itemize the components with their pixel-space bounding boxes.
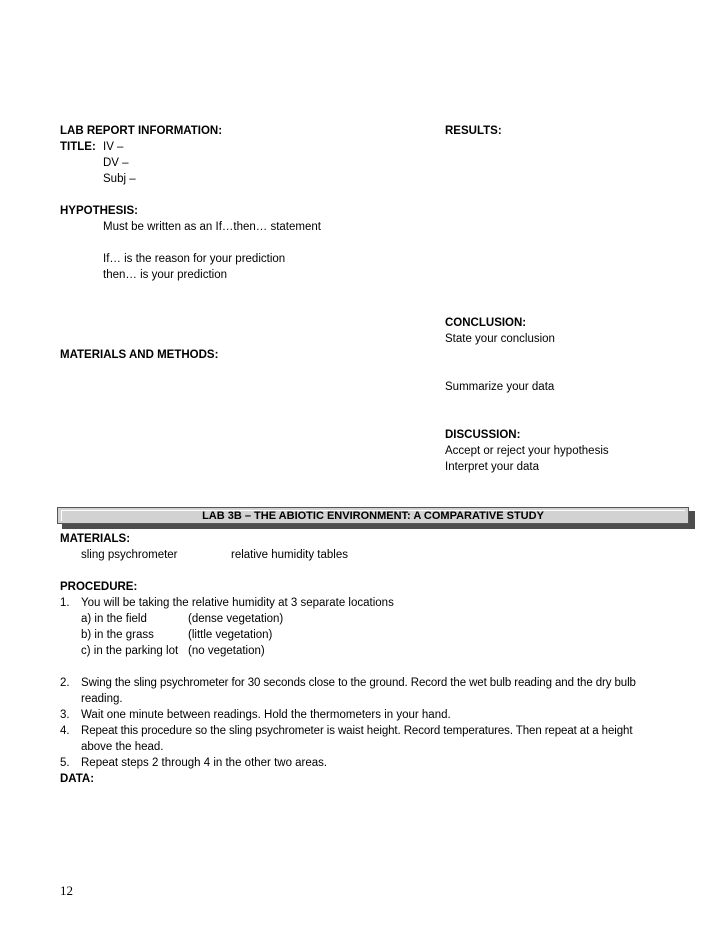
procedure-step: Wait one minute between readings. Hold the thermometers in your hand. (81, 709, 451, 721)
procedure-step: Repeat this procedure so the sling psychrometer is waist height. Record temperatures. Then repeat at a height (81, 725, 633, 737)
lab-banner (57, 507, 689, 524)
location-note: (dense vegetation) (188, 613, 284, 625)
location-note: (no vegetation) (188, 645, 265, 657)
title-label: TITLE: (60, 141, 96, 153)
title-subj: Subj – (103, 173, 136, 185)
materials-methods-label: MATERIALS AND METHODS: (60, 349, 219, 361)
procedure-step: You will be taking the relative humidity at 3 separate locations (81, 597, 394, 609)
material-item: relative humidity tables (231, 549, 348, 561)
hypothesis-line: Must be written as an If…then… statement (103, 221, 321, 233)
procedure-step-continued: reading. (81, 693, 123, 705)
procedure-step-continued: above the head. (81, 741, 164, 753)
location-place: c) in the parking lot (81, 645, 179, 657)
results-label: RESULTS: (445, 125, 502, 137)
data-label: DATA: (60, 773, 95, 785)
page-number: 12 (60, 883, 73, 898)
step-number: 3. (60, 709, 70, 721)
conclusion-line: Summarize your data (445, 381, 555, 393)
lab-report-heading: LAB REPORT INFORMATION: (60, 125, 223, 137)
conclusion-line: State your conclusion (445, 333, 555, 345)
step-number: 5. (60, 757, 70, 769)
material-item: sling psychrometer (81, 549, 178, 561)
discussion-line: Interpret your data (445, 461, 539, 473)
location-place: a) in the field (81, 613, 147, 625)
conclusion-label: CONCLUSION: (445, 317, 527, 329)
step-number: 1. (60, 597, 70, 609)
location-note: (little vegetation) (188, 629, 273, 641)
hypothesis-label: HYPOTHESIS: (60, 205, 138, 217)
procedure-step: Repeat steps 2 through 4 in the other two areas. (81, 757, 328, 769)
title-iv: IV – (103, 141, 124, 153)
location-place: b) in the grass (81, 629, 154, 641)
discussion-label: DISCUSSION: (445, 429, 521, 441)
title-dv: DV – (103, 157, 129, 169)
procedure-label: PROCEDURE: (60, 581, 138, 593)
hypothesis-line: then… is your prediction (103, 269, 228, 281)
hypothesis-line: If… is the reason for your prediction (103, 253, 286, 265)
lab-banner-title: LAB 3B – THE ABIOTIC ENVIRONMENT: A COMPARATIVE STUDY (202, 510, 544, 522)
step-number: 4. (60, 725, 70, 737)
discussion-line: Accept or reject your hypothesis (445, 445, 609, 457)
step-number: 2. (60, 677, 70, 689)
procedure-step: Swing the sling psychrometer for 30 seconds close to the ground. Record the wet bulb reading and the dry bulb (81, 677, 636, 689)
materials-label: MATERIALS: (60, 533, 131, 545)
